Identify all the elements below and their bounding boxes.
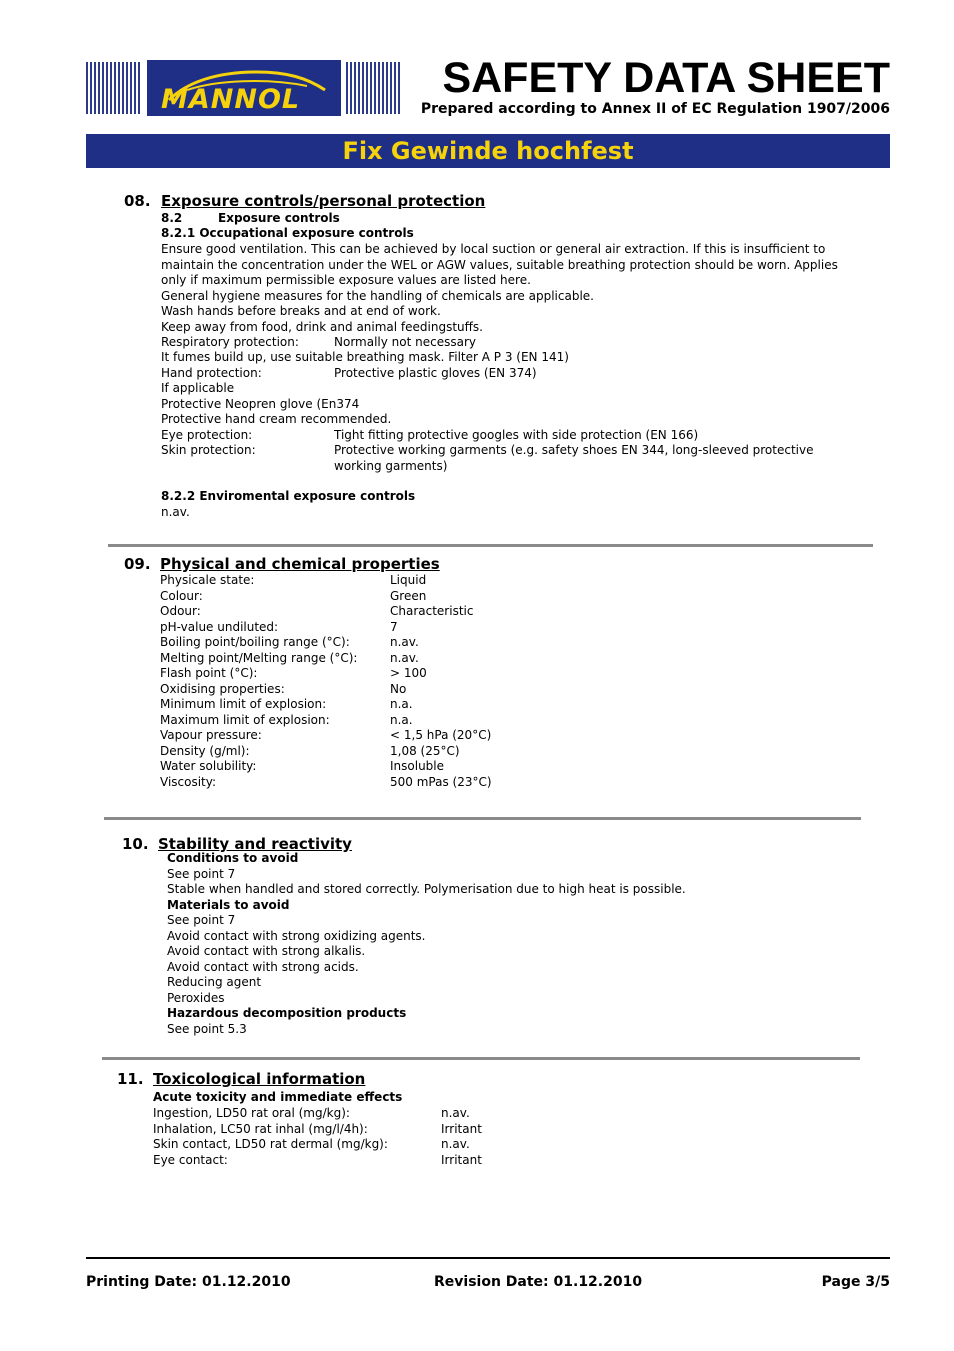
section-10-number: 10. (122, 835, 149, 853)
respiratory-note: It fumes build up, use suitable breathing mask. Filter A P 3 (EN 141) (161, 350, 569, 364)
property-value: > 100 (390, 666, 427, 680)
property-value: No (390, 681, 407, 696)
property-label: Melting point/Melting range (°C): (160, 650, 358, 665)
stability-line: See point 5.3 (167, 1021, 247, 1036)
property-value: 500 mPas (23°C) (390, 774, 492, 789)
product-banner (86, 134, 890, 168)
toxicity-subheading: Acute toxicity and immediate effects (153, 1090, 403, 1104)
stability-subheading: Hazardous decomposition products (167, 1006, 407, 1020)
text-line: only if maximum permissible exposure values are listed here. (161, 273, 531, 287)
properties-values (390, 573, 492, 790)
stability-subheading: Materials to avoid (167, 897, 290, 912)
subsection-number: 8.2 (161, 211, 183, 225)
toxicity-value: n.av. (441, 1106, 470, 1120)
property-value: Characteristic (390, 604, 474, 618)
toxicity-value: Irritant (441, 1152, 482, 1167)
subsection-822-value: n.av. (161, 505, 190, 519)
page-number: Page 3/5 (821, 1274, 890, 1290)
toxicity-label: Eye contact: (153, 1152, 228, 1167)
logo-text: MANNOL (161, 84, 301, 115)
section-11-title: Toxicological information (153, 1070, 366, 1088)
stability-line: See point 7 (167, 866, 236, 881)
text-line: maintain the concentration under the WEL or AGW values, suitable breathing protection should be worn. Applies (161, 257, 838, 272)
stability-line: Reducing agent (167, 975, 262, 989)
property-label: Vapour pressure: (160, 728, 262, 742)
property-label: pH-value undiluted: (160, 619, 279, 634)
document-title: SAFETY DATA SHEET (442, 54, 890, 102)
property-label: Odour: (160, 604, 201, 618)
hand-note: Protective Neopren glove (En374 (161, 397, 360, 411)
hand-value: Protective plastic gloves (EN 374) (334, 366, 537, 380)
skin-value-cont: working garments) (334, 459, 448, 473)
subsection-821-title: 8.2.1 Occupational exposure controls (161, 226, 414, 240)
logo-left-bars (86, 62, 140, 114)
properties-labels (160, 573, 357, 790)
toxicity-value: Irritant (441, 1121, 482, 1136)
property-value: Liquid (390, 573, 427, 587)
hand-note: Protective hand cream recommended. (161, 412, 392, 426)
stability-line: Avoid contact with strong acids. (167, 959, 359, 974)
stability-line: Stable when handled and stored correctly. Polymerisation due to high heat is possible. (167, 882, 686, 896)
property-label: Maximum limit of explosion: (160, 712, 330, 727)
stability-line: Avoid contact with strong oxidizing agents. (167, 928, 426, 943)
property-label: Minimum limit of explosion: (160, 697, 327, 711)
section-10-title: Stability and reactivity (158, 835, 352, 853)
respiratory-label: Respiratory protection: (161, 335, 299, 349)
respiratory-value: Normally not necessary (334, 335, 476, 349)
stability-lines (167, 851, 686, 1037)
subsection-title: Exposure controls (218, 211, 340, 225)
property-value: n.a. (390, 712, 413, 727)
property-value: Green (390, 588, 427, 603)
property-label: Flash point (°C): (160, 666, 258, 680)
hand-note: If applicable (161, 381, 235, 395)
property-value: Insoluble (390, 759, 445, 773)
section-divider (108, 544, 873, 547)
property-label: Water solubility: (160, 759, 257, 773)
mannol-logo (147, 60, 341, 116)
logo-right-bars (346, 62, 400, 114)
eye-value: Tight fitting protective googles with side protection (EN 166) (334, 428, 699, 442)
section-08-number: 08. (124, 192, 151, 210)
property-value: 7 (390, 619, 398, 634)
property-label: Physicale state: (160, 573, 255, 587)
toxicity-label: Inhalation, LC50 rat inhal (mg/l/4h): (153, 1121, 368, 1136)
exposure-paragraph (161, 242, 838, 335)
section-09-title: Physical and chemical properties (160, 555, 440, 573)
toxicity-values (441, 1106, 482, 1168)
section-divider (104, 817, 861, 820)
revision-date: Revision Date: 01.12.2010 (434, 1274, 643, 1290)
text-line: General hygiene measures for the handling of chemicals are applicable. (161, 288, 594, 303)
toxicity-labels (153, 1106, 388, 1168)
eye-label: Eye protection: (161, 428, 253, 442)
section-08-title: Exposure controls/personal protection (161, 192, 486, 210)
property-label: Colour: (160, 588, 203, 603)
hand-label: Hand protection: (161, 366, 262, 380)
skin-label: Skin protection: (161, 443, 256, 457)
stability-line: Avoid contact with strong alkalis. (167, 944, 366, 958)
printing-date: Printing Date: 01.12.2010 (86, 1274, 291, 1290)
property-label: Density (g/ml): (160, 743, 250, 758)
section-divider (102, 1057, 860, 1060)
toxicity-label: Skin contact, LD50 rat dermal (mg/kg): (153, 1137, 388, 1151)
skin-value: Protective working garments (e.g. safety shoes EN 344, long-sleeved protective (334, 443, 814, 457)
property-value: < 1,5 hPa (20°C) (390, 728, 492, 742)
text-line: Keep away from food, drink and animal feedingstuffs. (161, 319, 483, 334)
section-09-number: 09. (124, 555, 151, 573)
property-label: Oxidising properties: (160, 681, 285, 696)
section-11-number: 11. (117, 1070, 144, 1088)
toxicity-label: Ingestion, LD50 rat oral (mg/kg): (153, 1106, 350, 1120)
stability-line: Peroxides (167, 990, 225, 1005)
footer-rule (86, 1257, 890, 1259)
property-label: Boiling point/boiling range (°C): (160, 635, 350, 649)
document-subtitle: Prepared according to Annex II of EC Regulation 1907/2006 (420, 101, 890, 117)
property-value: n.av. (390, 635, 419, 649)
stability-subheading: Conditions to avoid (167, 851, 299, 865)
text-line: Ensure good ventilation. This can be achieved by local suction or general air extraction. If this is insufficient to (161, 242, 826, 256)
text-line: Wash hands before breaks and at end of work. (161, 304, 441, 318)
property-value: n.a. (390, 697, 413, 711)
property-label: Viscosity: (160, 774, 217, 789)
property-value: 1,08 (25°C) (390, 743, 460, 758)
stability-line: See point 7 (167, 913, 236, 927)
property-value: n.av. (390, 650, 419, 665)
product-name: Fix Gewinde hochfest (342, 137, 634, 165)
subsection-822-title: 8.2.2 Enviromental exposure controls (161, 489, 416, 503)
toxicity-value: n.av. (441, 1137, 470, 1151)
